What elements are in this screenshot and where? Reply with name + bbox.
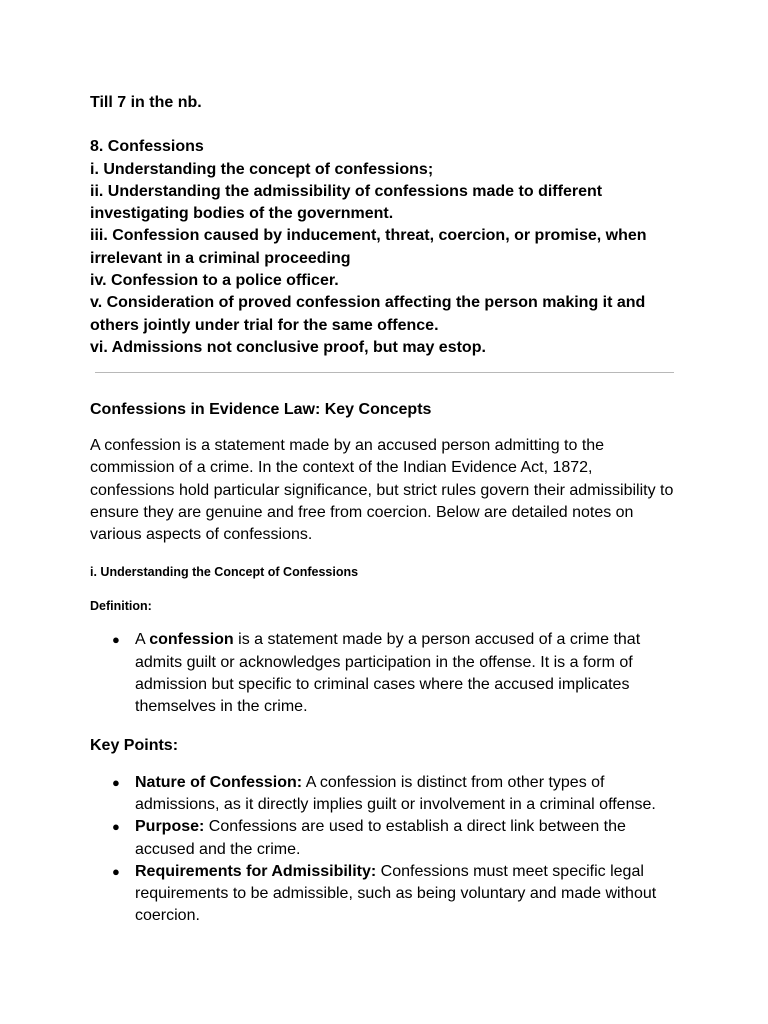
horizontal-divider [95, 372, 674, 373]
definition-label: Definition: [90, 599, 152, 614]
outline-item: iii. Confession caused by inducement, threat, coercion, or promise, when irrelevant in a criminal proceeding [90, 227, 647, 267]
list-item [90, 629, 680, 718]
intro-paragraph: A confession is a statement made by an accused person admitting to the commission of a crime. In the context of the Indian Evidence Act, 1872, confessions hold particular significance, but strict rules govern their admissibility to ensure they are genuine and free from coercion. Below are detailed notes on various aspects of confessions. [90, 437, 674, 544]
key-point-text: A confession is distinct from other types of admissions, as it directly implies guilt or involvement in a criminal offense. [135, 773, 656, 813]
key-point-term: Purpose: [135, 818, 205, 836]
outline-item: vi. Admissions not conclusive proof, but may estop. [90, 338, 486, 356]
notes-title: Confessions in Evidence Law: Key Concepts [90, 401, 432, 418]
definition-term: confession [149, 631, 234, 649]
syllabus-outline [90, 92, 680, 359]
bullet-icon: ● [112, 863, 120, 879]
list-item [90, 816, 680, 861]
outline-item: ii. Understanding the admissibility of confessions made to different investigating bodies of the government. [90, 182, 603, 223]
outline-item: i. Understanding the concept of confessions; [90, 160, 434, 178]
list-item [90, 861, 680, 928]
outline-heading: 8. Confessions [90, 138, 204, 156]
outline-item: iv. Confession to a police officer. [90, 272, 339, 290]
bullet-icon: ● [112, 819, 120, 835]
key-point-text: Confessions must meet specific legal requirements to be admissible, such as being voluntary and made without coercion. [135, 862, 657, 925]
list-item [90, 772, 680, 817]
notes-section [90, 399, 680, 928]
definition-prefix: A [135, 631, 150, 649]
definition-text: is a statement made by a person accused of a crime that admits guilt or acknowledges participation in the offense. It is a form of admission but specific to criminal cases where the accused implicates themselves in the crime. [135, 631, 641, 716]
definition-list [90, 629, 680, 718]
bullet-icon: ● [112, 632, 120, 648]
key-point-term: Requirements for Admissibility: [135, 862, 377, 880]
key-point-term: Nature of Confession: [135, 773, 303, 791]
key-point-text: Confessions are used to establish a direct link between the accused and the crime. [135, 818, 626, 858]
key-points-heading: Key Points: [90, 736, 179, 754]
bullet-icon: ● [112, 774, 120, 790]
outline-note: Till 7 in the nb. [90, 94, 202, 111]
key-points-list [90, 772, 680, 928]
section-heading: i. Understanding the Concept of Confessions [90, 565, 359, 580]
outline-item: v. Consideration of proved confession affecting the person making it and others jointly under trial for the same offence. [90, 294, 646, 334]
